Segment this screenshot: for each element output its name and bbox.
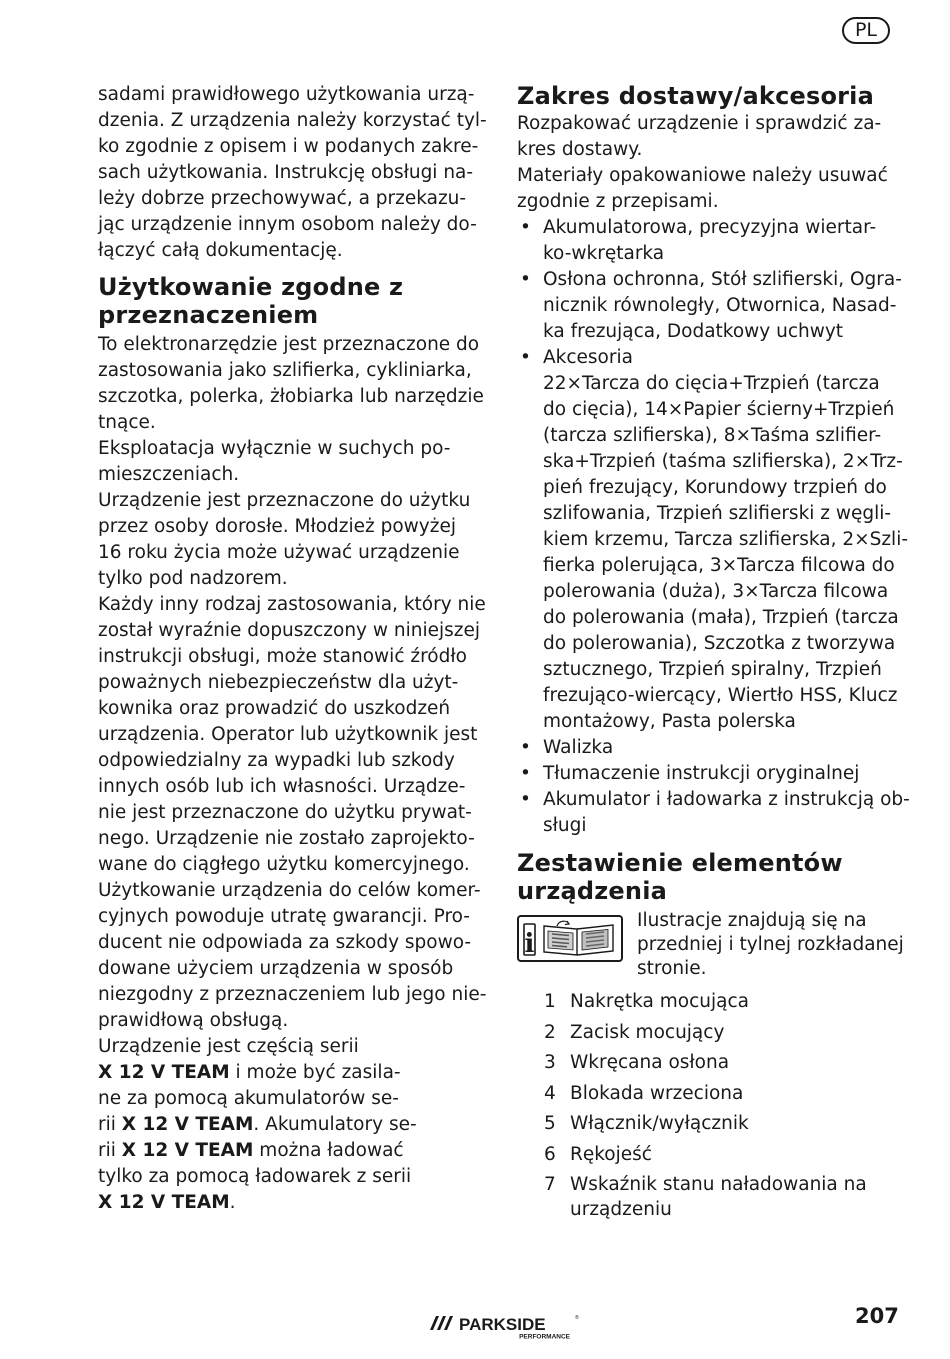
component-number: 1 (544, 991, 556, 1012)
page-number: 207 (855, 1304, 899, 1328)
bullet: • (520, 763, 531, 784)
list-item (517, 215, 902, 267)
text-line: fierka polerująca, 3×Tarcza filcowa do (543, 555, 895, 576)
series-brand: X 12 V TEAM (98, 1192, 230, 1213)
text-line: instrukcji obsługi, może stanowić źródło (98, 646, 467, 667)
component-label: urządzeniu (570, 1199, 672, 1220)
delivery-list (517, 215, 910, 839)
bullet: • (520, 347, 531, 368)
right-column (517, 82, 910, 1228)
component-item (517, 1020, 902, 1045)
text-line (98, 1114, 417, 1135)
text-line: ka frezująca, Dodatkowy uchwyt (543, 321, 844, 342)
misuse-paragraph (98, 592, 487, 1034)
text-line: jąc urządzenie innym osobom należy do- (98, 214, 477, 235)
text-segment: można ładować (253, 1140, 404, 1161)
series-brand: X 12 V TEAM (98, 1062, 230, 1083)
series-paragraph (98, 1034, 483, 1216)
list-item (517, 345, 909, 735)
text-line (98, 1192, 236, 1213)
text-line: do polerowania (mała), Trzpień (tarcza (543, 607, 899, 628)
text-line: sztucznego, Trzpień spiralny, Trzpień (543, 659, 882, 680)
delivery-paragraph (517, 111, 902, 163)
text-line: Każdy inny rodzaj zastosowania, który nie (98, 594, 486, 615)
text-line: pień frezujący, Korundowy trzpień do (543, 477, 887, 498)
text-line: Akumulatorowa, precyzyjna wiertar- (543, 217, 877, 238)
text-line: Ilustracje znajdują się na (637, 910, 867, 931)
component-number: 7 (544, 1174, 556, 1195)
list-item (517, 735, 902, 761)
text-line: ko zgodnie z opisem i w podanych zakre- (98, 136, 479, 157)
text-line: innych osób lub ich własności. Urządze- (98, 776, 466, 797)
parkside-logo (428, 1313, 580, 1345)
text-line: montażowy, Pasta polerska (543, 711, 796, 732)
bullet: • (520, 217, 531, 238)
text-line: poważnych niebezpieczeństw dla użyt- (98, 672, 459, 693)
text-line: łączyć całą dokumentację. (98, 240, 343, 261)
intended-use-paragraph (98, 332, 483, 436)
text-line: Akumulator i ładowarka z instrukcją ob- (543, 789, 910, 810)
text-line: tnące. (98, 412, 156, 433)
text-line: Walizka (543, 737, 614, 758)
text-line: przez osoby dorosłe. Młodzież powyżej (98, 516, 456, 537)
component-item (517, 1111, 902, 1136)
component-number: 6 (544, 1143, 556, 1165)
text-line: do polerowania), Szczotka z tworzywa (543, 633, 896, 654)
text-line: sach użytkowania. Instrukcję obsługi na- (98, 162, 474, 183)
text-segment: . (229, 1192, 236, 1213)
list-item (517, 267, 902, 345)
text-line: wane do ciągłego użytku komercyjnego. (98, 854, 470, 875)
delivery-heading: Zakres dostawy/akcesoria (517, 82, 875, 110)
component-label: Nakrętka mocująca (570, 991, 749, 1012)
intended-use-heading (98, 273, 483, 329)
heading-line: Zestawienie elementów (517, 849, 843, 877)
text-line: kownika oraz prowadzić do uszkodzeń (98, 698, 451, 719)
text-line (98, 1062, 401, 1083)
component-label: Wskaźnik stanu naładowania na (570, 1174, 867, 1195)
text-line: nie jest przeznaczone do użytku prywat- (98, 802, 472, 823)
text-line: szlifowania, Trzpień szlifierski z węgli- (543, 503, 892, 524)
text-line: Akcesoria (543, 347, 633, 368)
components-heading (517, 849, 902, 905)
logo-word: PARKSIDE (459, 1315, 546, 1334)
component-number: 5 (544, 1113, 556, 1134)
text-line: do cięcia), 14×Papier ścierny+Trzpień (543, 399, 895, 420)
illustration-note (517, 909, 902, 981)
text-line: Użytkowanie urządzenia do celów komer- (98, 880, 481, 901)
text-segment: rii (98, 1114, 122, 1135)
series-brand: X 12 V TEAM (121, 1114, 254, 1135)
text-line: nicznik równoległy, Otwornica, Nasad- (543, 295, 897, 316)
left-column (98, 82, 487, 1216)
dry-rooms-paragraph (98, 436, 483, 488)
text-segment: rii (98, 1140, 122, 1161)
info-book-icon (517, 915, 623, 962)
component-item (517, 1081, 902, 1106)
adult-use-paragraph (98, 488, 483, 592)
text-line: stronie. (637, 958, 707, 979)
logo-sub: PERFORMANCE (519, 1333, 570, 1341)
list-item (517, 761, 902, 787)
text-line: zgodnie z przepisami. (517, 191, 719, 212)
text-line: frezująco-wiercący, Wiertło HSS, Klucz (543, 685, 898, 706)
component-label: Blokada wrzeciona (570, 1082, 744, 1104)
list-item (517, 787, 910, 839)
text-line (98, 1140, 404, 1161)
text-line: 22×Tarcza do cięcia+Trzpień (tarcza (543, 373, 880, 394)
text-line: (tarcza szlifierska), 8×Taśma szlifier- (543, 425, 882, 446)
component-label: Zacisk mocujący (570, 1021, 725, 1043)
heading-line: Użytkowanie zgodne z (98, 273, 404, 301)
component-label: Rękojeść (570, 1143, 652, 1165)
component-label: Wkręcana osłona (570, 1052, 730, 1073)
text-line: Urządzenie jest przeznaczone do użytku (98, 490, 471, 511)
text-line: kiem krzemu, Tarcza szlifierska, 2×Szli- (543, 529, 909, 550)
text-line: niezgodny z przeznaczeniem lub jego nie- (98, 984, 487, 1005)
illustration-note-text (637, 909, 904, 981)
text-line: dzenia. Z urządzenia należy korzystać tyl- (98, 110, 487, 131)
bullet: • (520, 269, 531, 290)
text-line: urządzenia. Operator lub użytkownik jest (98, 724, 478, 745)
text-line: Osłona ochronna, Stół szlifierski, Ogra- (543, 269, 902, 290)
component-number: 2 (544, 1021, 556, 1043)
text-line: 16 roku życia może używać urządzenie (98, 542, 460, 563)
component-item (517, 1172, 902, 1222)
bullet: • (520, 789, 531, 810)
series-brand: X 12 V TEAM (121, 1140, 254, 1161)
packaging-paragraph (517, 163, 902, 215)
text-line: tylko pod nadzorem. (98, 568, 288, 589)
svg-text:®: ® (575, 1315, 579, 1321)
heading-line: urządzenia (517, 877, 668, 905)
text-line: odpowiedzialny za wypadki lub szkody (98, 750, 455, 771)
text-line: tylko za pomocą ładowarek z serii (98, 1166, 412, 1187)
text-line: leży dobrze przechowywać, a przekazu- (98, 188, 467, 209)
component-number: 4 (544, 1082, 556, 1104)
component-number: 3 (544, 1052, 556, 1073)
text-line: ne za pomocą akumulatorów se- (98, 1088, 399, 1109)
text-line: ko-wkrętarka (543, 243, 665, 264)
component-label: Włącznik/wyłącznik (570, 1113, 749, 1134)
text-line: Materiały opakowaniowe należy usuwać (517, 165, 888, 186)
text-line: Urządzenie jest częścią serii (98, 1036, 359, 1057)
text-line: To elektronarzędzie jest przeznaczone do (98, 334, 480, 355)
text-line: polerowania (duża), 3×Tarcza filcowa (543, 581, 889, 602)
heading-line: przeznaczeniem (98, 301, 319, 329)
text-line: mieszczeniach. (98, 464, 240, 485)
text-line: zastosowania jako szlifierka, cykliniarka, (98, 360, 472, 381)
text-line: prawidłową obsługą. (98, 1010, 289, 1031)
info-letter: i (524, 929, 535, 959)
text-line: Tłumaczenie instrukcji oryginalnej (543, 763, 860, 784)
text-line: dowane użyciem urządzenia w sposób (98, 958, 454, 979)
text-line: został wyraźnie dopuszczony w niniejszej (98, 620, 481, 641)
bullet: • (520, 737, 531, 758)
text-line: szczotka, polerka, żłobiarka lub narzędzie (98, 386, 484, 407)
parkside-logo-graphic (428, 1313, 580, 1341)
text-line: Eksploatacja wyłącznie w suchych po- (98, 438, 451, 459)
info-book-graphic (519, 917, 621, 960)
text-line: ducent nie odpowiada za szkody spowo- (98, 932, 472, 953)
intro-paragraph (98, 82, 487, 264)
text-line: sługi (543, 815, 587, 836)
component-item (517, 1050, 902, 1075)
text-line: Rozpakować urządzenie i sprawdzić za- (517, 113, 882, 134)
component-item (517, 989, 902, 1014)
text-line: kres dostawy. (517, 139, 643, 160)
text-line: ska+Trzpień (taśma szlifierska), 2×Trz- (543, 451, 903, 472)
components-list (517, 989, 902, 1222)
text-segment: . Akumulatory se- (253, 1114, 417, 1135)
text-line: nego. Urządzenie nie zostało zaprojekto- (98, 828, 475, 849)
text-line: sadami prawidłowego użytkowania urzą- (98, 84, 475, 105)
language-badge: PL (842, 17, 890, 44)
component-item (517, 1142, 902, 1167)
text-line: przedniej i tylnej rozkładanej (637, 934, 904, 955)
text-segment: i może być zasila- (229, 1062, 401, 1083)
text-line: cyjnych powoduje utratę gwarancji. Pro- (98, 906, 470, 927)
